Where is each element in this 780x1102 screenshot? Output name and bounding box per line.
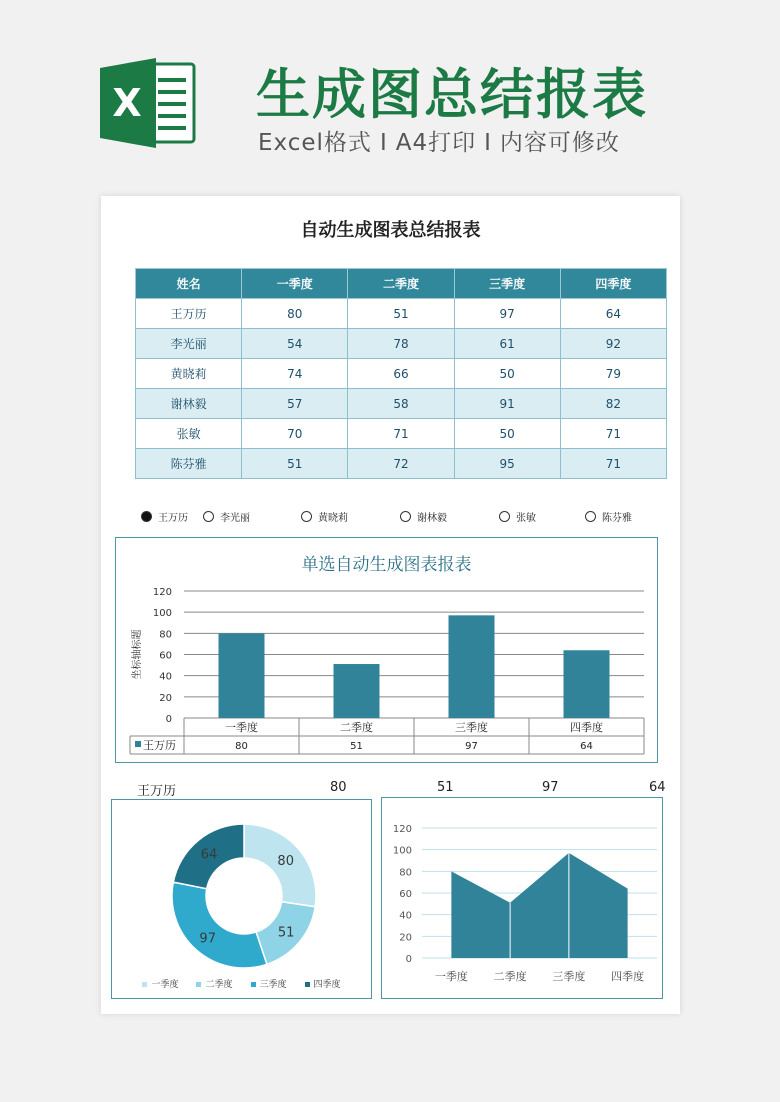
y-tick-label: 40 — [159, 671, 172, 683]
table-cell[interactable]: 91 — [454, 389, 560, 419]
radio-empty-icon — [203, 511, 214, 522]
bar — [564, 650, 610, 718]
x-tick-label: 一季度 — [225, 721, 258, 734]
radio-label: 王万历 — [158, 513, 188, 524]
series-name-label: 王万历 — [143, 739, 176, 752]
table-cell[interactable]: 51 — [348, 299, 454, 329]
bar — [219, 633, 265, 718]
table-cell[interactable]: 黄晓莉 — [136, 359, 242, 389]
x-tick-label: 一季度 — [434, 970, 468, 983]
bar-chart — [116, 538, 656, 761]
subtitle-print: A4打印 — [395, 130, 477, 156]
table-header-row — [136, 269, 667, 299]
score-table — [135, 268, 667, 479]
bar-chart-panel — [115, 537, 658, 763]
legend-item — [142, 977, 178, 990]
table-cell[interactable]: 92 — [560, 329, 666, 359]
bar — [334, 664, 380, 718]
svg-text:X: X — [112, 81, 142, 125]
selected-name-label: 王万历 — [137, 784, 177, 799]
radio-empty-icon — [301, 511, 312, 522]
table-cell[interactable]: 58 — [348, 389, 454, 419]
table-cell[interactable]: 97 — [454, 299, 560, 329]
table-row — [136, 359, 667, 389]
radio-label: 谢林毅 — [417, 513, 447, 524]
bar-chart-title: 单选自动生成图表报表 — [301, 555, 472, 575]
donut-legend — [112, 977, 371, 990]
radio-label: 陈芬雅 — [602, 513, 632, 524]
y-tick-label: 0 — [405, 954, 412, 965]
x-tick-label: 三季度 — [455, 721, 488, 734]
y-tick-label: 20 — [159, 692, 172, 704]
radio-empty-icon — [400, 511, 411, 522]
legend-swatch — [196, 982, 201, 987]
table-cell[interactable]: 70 — [242, 419, 348, 449]
x-tick-label: 二季度 — [493, 970, 527, 983]
data-table-value: 51 — [350, 741, 363, 752]
data-table-value: 97 — [465, 741, 478, 752]
document-title: 自动生成图表总结报表 — [300, 220, 481, 241]
page-subtitle — [258, 124, 620, 157]
subtitle-format: Excel格式 — [258, 130, 372, 156]
table-cell[interactable]: 66 — [348, 359, 454, 389]
table-cell[interactable]: 61 — [454, 329, 560, 359]
subtitle-editable: 内容可修改 — [499, 130, 620, 156]
x-tick-label: 四季度 — [611, 970, 645, 983]
subtitle-separator: I — [379, 130, 388, 156]
legend-label: 一季度 — [151, 980, 179, 990]
legend-swatch — [305, 982, 310, 987]
radio-option-li[interactable] — [203, 509, 250, 524]
legend-item — [251, 977, 287, 990]
legend-swatch — [251, 982, 256, 987]
bar — [449, 615, 495, 718]
table-cell[interactable]: 陈芬雅 — [136, 449, 242, 479]
table-cell[interactable]: 74 — [242, 359, 348, 389]
y-axis-label: 坐标轴标题 — [132, 629, 143, 680]
table-row — [136, 449, 667, 479]
table-cell[interactable]: 95 — [454, 449, 560, 479]
table-cell[interactable]: 71 — [348, 419, 454, 449]
legend-swatch — [142, 982, 147, 987]
x-tick-label: 三季度 — [552, 970, 586, 983]
legend-item — [196, 977, 232, 990]
area-chart — [382, 798, 661, 997]
person-selector — [141, 509, 661, 525]
legend-item — [305, 977, 341, 990]
table-cell[interactable]: 80 — [242, 299, 348, 329]
table-header-cell: 四季度 — [560, 269, 666, 299]
table-cell[interactable]: 54 — [242, 329, 348, 359]
y-tick-label: 100 — [392, 845, 412, 857]
table-header-cell: 二季度 — [348, 269, 454, 299]
radio-option-wang[interactable] — [141, 509, 188, 524]
area-series — [451, 853, 627, 958]
radio-empty-icon — [585, 511, 596, 522]
y-tick-label: 100 — [152, 608, 172, 620]
table-header-cell: 姓名 — [136, 269, 242, 299]
table-row — [136, 389, 667, 419]
table-row — [136, 419, 667, 449]
subtitle-separator: I — [484, 130, 492, 156]
value-label-q3: 97 — [542, 780, 559, 795]
y-tick-label: 20 — [399, 932, 412, 944]
table-cell[interactable]: 李光丽 — [136, 329, 242, 359]
slice-value-label: 97 — [199, 931, 216, 947]
value-label-q4: 64 — [649, 780, 666, 795]
y-tick-label: 60 — [159, 650, 172, 662]
table-cell[interactable]: 张敏 — [136, 419, 242, 449]
value-label-q2: 51 — [437, 780, 454, 795]
table-cell[interactable]: 78 — [348, 329, 454, 359]
table-cell[interactable]: 王万历 — [136, 299, 242, 329]
legend-label: 四季度 — [313, 980, 341, 990]
y-tick-label: 120 — [392, 824, 412, 835]
data-table-value: 80 — [235, 741, 248, 752]
slice-value-label: 80 — [277, 854, 294, 870]
slice-value-label: 64 — [200, 847, 218, 863]
y-tick-label: 80 — [399, 867, 412, 879]
donut-chart — [112, 800, 370, 970]
y-tick-label: 60 — [399, 889, 412, 900]
excel-logo-icon — [100, 56, 200, 150]
legend-label: 二季度 — [205, 980, 233, 990]
table-cell[interactable]: 57 — [242, 389, 348, 419]
x-tick-label: 四季度 — [570, 721, 603, 734]
table-cell[interactable]: 50 — [454, 419, 560, 449]
table-cell[interactable]: 50 — [454, 359, 560, 389]
radio-label: 黄晓莉 — [318, 513, 348, 524]
x-tick-label: 二季度 — [340, 721, 373, 734]
radio-option-xie[interactable] — [400, 509, 447, 524]
radio-option-zhang[interactable] — [499, 509, 536, 524]
y-tick-label: 0 — [165, 714, 172, 725]
donut-slice — [172, 882, 267, 968]
donut-chart-panel — [111, 799, 372, 999]
y-tick-label: 40 — [399, 910, 412, 922]
radio-option-huang[interactable] — [301, 509, 348, 524]
table-cell[interactable]: 79 — [560, 359, 666, 389]
data-table-value: 64 — [580, 741, 593, 752]
table-row — [136, 299, 667, 329]
legend-label: 三季度 — [259, 980, 287, 990]
table-row — [136, 329, 667, 359]
radio-label: 张敏 — [516, 513, 536, 524]
report-sheet — [101, 196, 680, 1014]
table-cell[interactable]: 64 — [560, 299, 666, 329]
table-cell[interactable]: 51 — [242, 449, 348, 479]
radio-empty-icon — [499, 511, 510, 522]
table-cell[interactable]: 71 — [560, 449, 666, 479]
value-label-q1: 80 — [330, 780, 347, 795]
page-title: 生成图总结报表 — [256, 63, 648, 126]
legend-swatch — [135, 741, 141, 747]
table-cell[interactable]: 82 — [560, 389, 666, 419]
radio-option-chen[interactable] — [585, 509, 632, 524]
y-tick-label: 80 — [159, 629, 172, 641]
radio-label: 李光丽 — [220, 513, 250, 524]
table-header-cell: 三季度 — [454, 269, 560, 299]
y-tick-label: 120 — [152, 587, 172, 598]
table-cell[interactable]: 72 — [348, 449, 454, 479]
slice-value-label: 51 — [277, 925, 295, 941]
table-cell[interactable]: 71 — [560, 419, 666, 449]
area-chart-panel — [381, 797, 663, 999]
table-cell[interactable]: 谢林毅 — [136, 389, 242, 419]
table-header-cell: 一季度 — [242, 269, 348, 299]
radio-selected-icon — [141, 511, 152, 522]
